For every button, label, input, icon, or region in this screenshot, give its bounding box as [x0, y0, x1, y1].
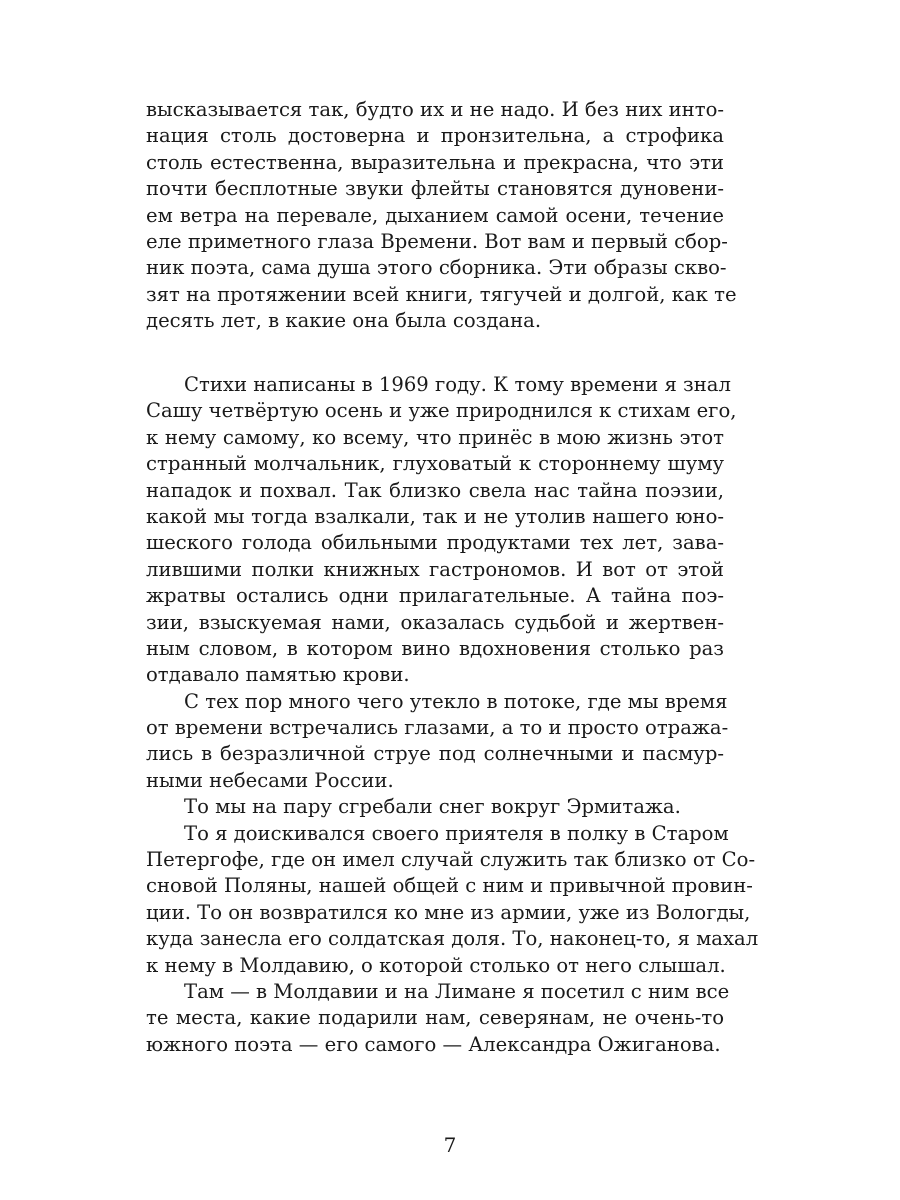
text-line: нация столь достоверна и пронзительна, а строфика: [146, 124, 724, 148]
text-line: ем ветра на перевале, дыханием самой осени, течение: [146, 203, 724, 227]
text-line: еле приметного глаза Времени. Вот вам и первый сбор-: [146, 229, 728, 253]
text-line: Стихи написаны в 1969 году. К тому времени я знал: [184, 373, 731, 396]
text-line: к нему самому, ко всему, что принёс в мою жизнь этот: [146, 425, 724, 449]
text-line: какой мы тогда взалкали, так и не утолив нашего юно-: [146, 504, 724, 528]
text-line: зят на протяжении всей книги, тягучей и долгой, как те: [146, 282, 737, 306]
text-line: То я доискивался своего приятеля в полку в Старом: [184, 821, 729, 845]
text-line: от времени встречались глазами, а то и просто отража-: [146, 716, 729, 740]
page-number: 7: [443, 1133, 457, 1157]
text-line: зии, взыскуемая нами, оказалась судьбой и жертвен-: [146, 610, 724, 634]
text-line: отдавало памятью крови.: [146, 663, 410, 687]
text-line: десять лет, в какие она была создана.: [146, 309, 542, 333]
text-line: южного поэта — его самого — Александра Ожиганова.: [146, 1032, 721, 1056]
text-line: ции. То он возвратился ко мне из армии, уже из Вологды,: [146, 900, 751, 924]
text-line: С тех пор много чего утекло в потоке, где мы время: [184, 689, 728, 713]
text-line: ными небесами России.: [146, 768, 394, 792]
text-line: Там — в Молдавии и на Лимане я посетил с ним все: [184, 979, 730, 1003]
text-line: ник поэта, сама душа этого сборника. Эти образы скво-: [146, 256, 727, 280]
text-line: к нему в Молдавию, о которой столько от него слышал.: [146, 953, 726, 977]
text-line: То мы на пару сгребали снег вокруг Эрмитажа.: [184, 795, 681, 819]
text-line: странный молчальник, глуховатый к стороннему шуму: [146, 452, 724, 476]
text-line: почти бесплотные звуки флейты становятся дуновени-: [146, 177, 724, 201]
text-line: сновой Поляны, нашей общей с ним и привычной провин-: [146, 874, 753, 898]
text-line: лись в безразличной струе под солнечными и пасмур-: [146, 742, 724, 766]
text-line: лившими полки книжных гастрономов. И вот от этой: [146, 557, 724, 581]
text-line: нападок и похвал. Так близко свела нас тайна поэзии,: [146, 478, 724, 502]
text-line: те места, какие подарили нам, северянам, не очень-то: [146, 1006, 724, 1030]
text-line: куда занесла его солдатская доля. То, наконец-то, я махал: [146, 927, 759, 951]
text-line: жратвы остались одни прилагательные. А тайна поэ-: [146, 584, 724, 608]
text-line: Петергофе, где он имел случай служить так близко от Со-: [146, 848, 756, 872]
text-line: ным словом, в котором вино вдохновения столько раз: [146, 636, 724, 660]
text-line: высказывается так, будто их и не надо. И без них инто-: [146, 98, 724, 121]
paragraph-continued: [146, 97, 737, 335]
text-line: шеского голода обильными продуктами тех лет, зава-: [146, 531, 724, 555]
text-line: столь естественна, выразительна и прекрасна, что эти: [146, 150, 724, 174]
text-line: Сашу четвёртую осень и уже природнился к стихам его,: [146, 399, 737, 423]
main-text: [146, 372, 759, 1058]
